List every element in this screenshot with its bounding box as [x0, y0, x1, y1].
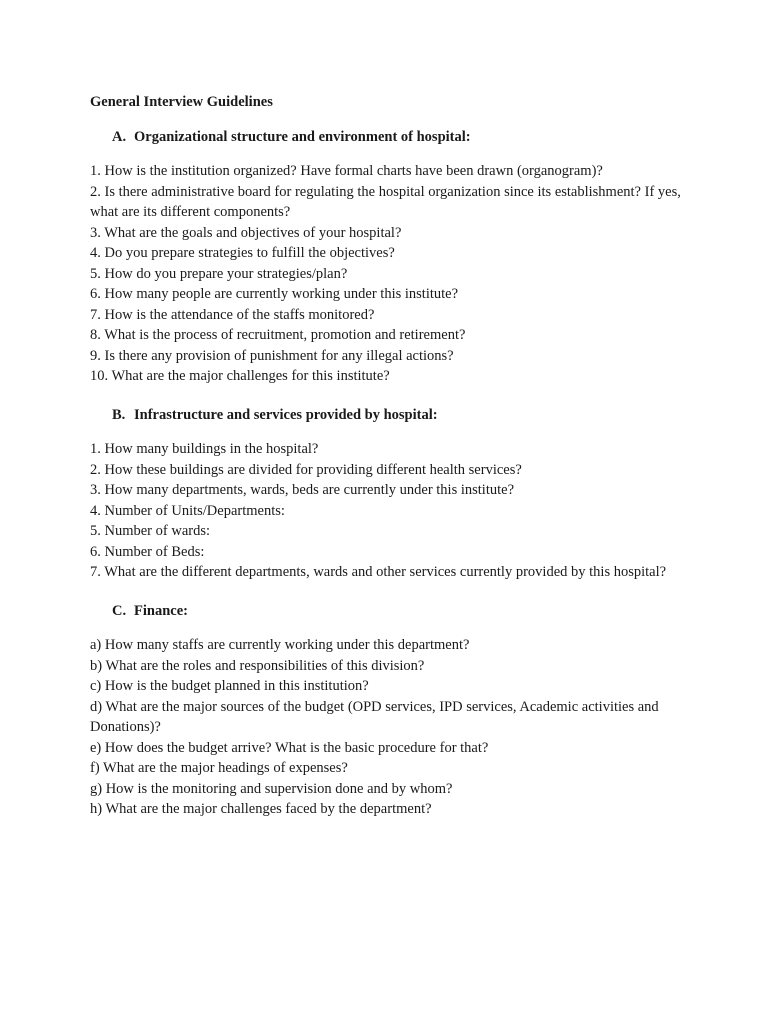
question-item: 1. How is the institution organized? Have formal charts have been drawn (organogram)? [90, 163, 603, 179]
question-item: g) How is the monitoring and supervision done and by whom? [90, 780, 453, 797]
section-heading-c [112, 601, 690, 622]
document-title: General Interview Guidelines [90, 94, 273, 110]
question-list-a [90, 161, 690, 387]
question-list-b [90, 439, 690, 583]
question-item: 8. What is the process of recruitment, promotion and retirement? [90, 327, 466, 343]
section-title: Organizational structure and environment of hospital: [134, 128, 471, 145]
question-item: 6. Number of Beds: [90, 543, 205, 560]
question-item: 2. Is there administrative board for regulating the hospital organization since its establishment? If yes, what are its different components? [90, 183, 681, 220]
question-item: 3. How many departments, wards, beds are currently under this institute? [90, 482, 515, 498]
question-item: d) What are the major sources of the budget (OPD services, IPD services, Academic activities and Donations)? [90, 698, 659, 735]
question-item: 5. How do you prepare your strategies/plan? [90, 265, 348, 282]
section-title: Infrastructure and services provided by hospital: [134, 406, 438, 423]
document-page [90, 92, 690, 838]
section-letter: A. [112, 128, 127, 145]
question-item: a) How many staffs are currently working under this department? [90, 637, 470, 653]
question-item: e) How does the budget arrive? What is the basic procedure for that? [90, 739, 489, 756]
question-item: 6. How many people are currently working under this institute? [90, 286, 459, 302]
question-item: 4. Do you prepare strategies to fulfill the objectives? [90, 245, 395, 261]
section-letter: B. [112, 406, 126, 423]
section-letter: C. [112, 602, 127, 619]
question-item: 9. Is there any provision of punishment for any illegal actions? [90, 347, 454, 364]
question-item: c) How is the budget planned in this institution? [90, 678, 369, 694]
question-item: 3. What are the goals and objectives of your hospital? [90, 224, 402, 241]
question-item: b) What are the roles and responsibilities of this division? [90, 657, 425, 674]
question-item: 7. What are the different departments, wards and other services currently provided by this hospital? [90, 564, 667, 580]
section-title: Finance: [134, 602, 188, 619]
question-item: 1. How many buildings in the hospital? [90, 441, 319, 457]
section-heading-a [112, 127, 690, 148]
question-item: 7. How is the attendance of the staffs monitored? [90, 306, 375, 323]
question-item: h) What are the major challenges faced by the department? [90, 801, 432, 817]
question-item: 10. What are the major challenges for this institute? [90, 368, 390, 384]
question-item: 5. Number of wards: [90, 523, 211, 539]
question-item: 4. Number of Units/Departments: [90, 502, 285, 519]
question-list-c [90, 635, 690, 820]
section-heading-b [112, 405, 690, 426]
question-item: 2. How these buildings are divided for providing different health services? [90, 461, 522, 478]
question-item: f) What are the major headings of expenses? [90, 760, 348, 776]
